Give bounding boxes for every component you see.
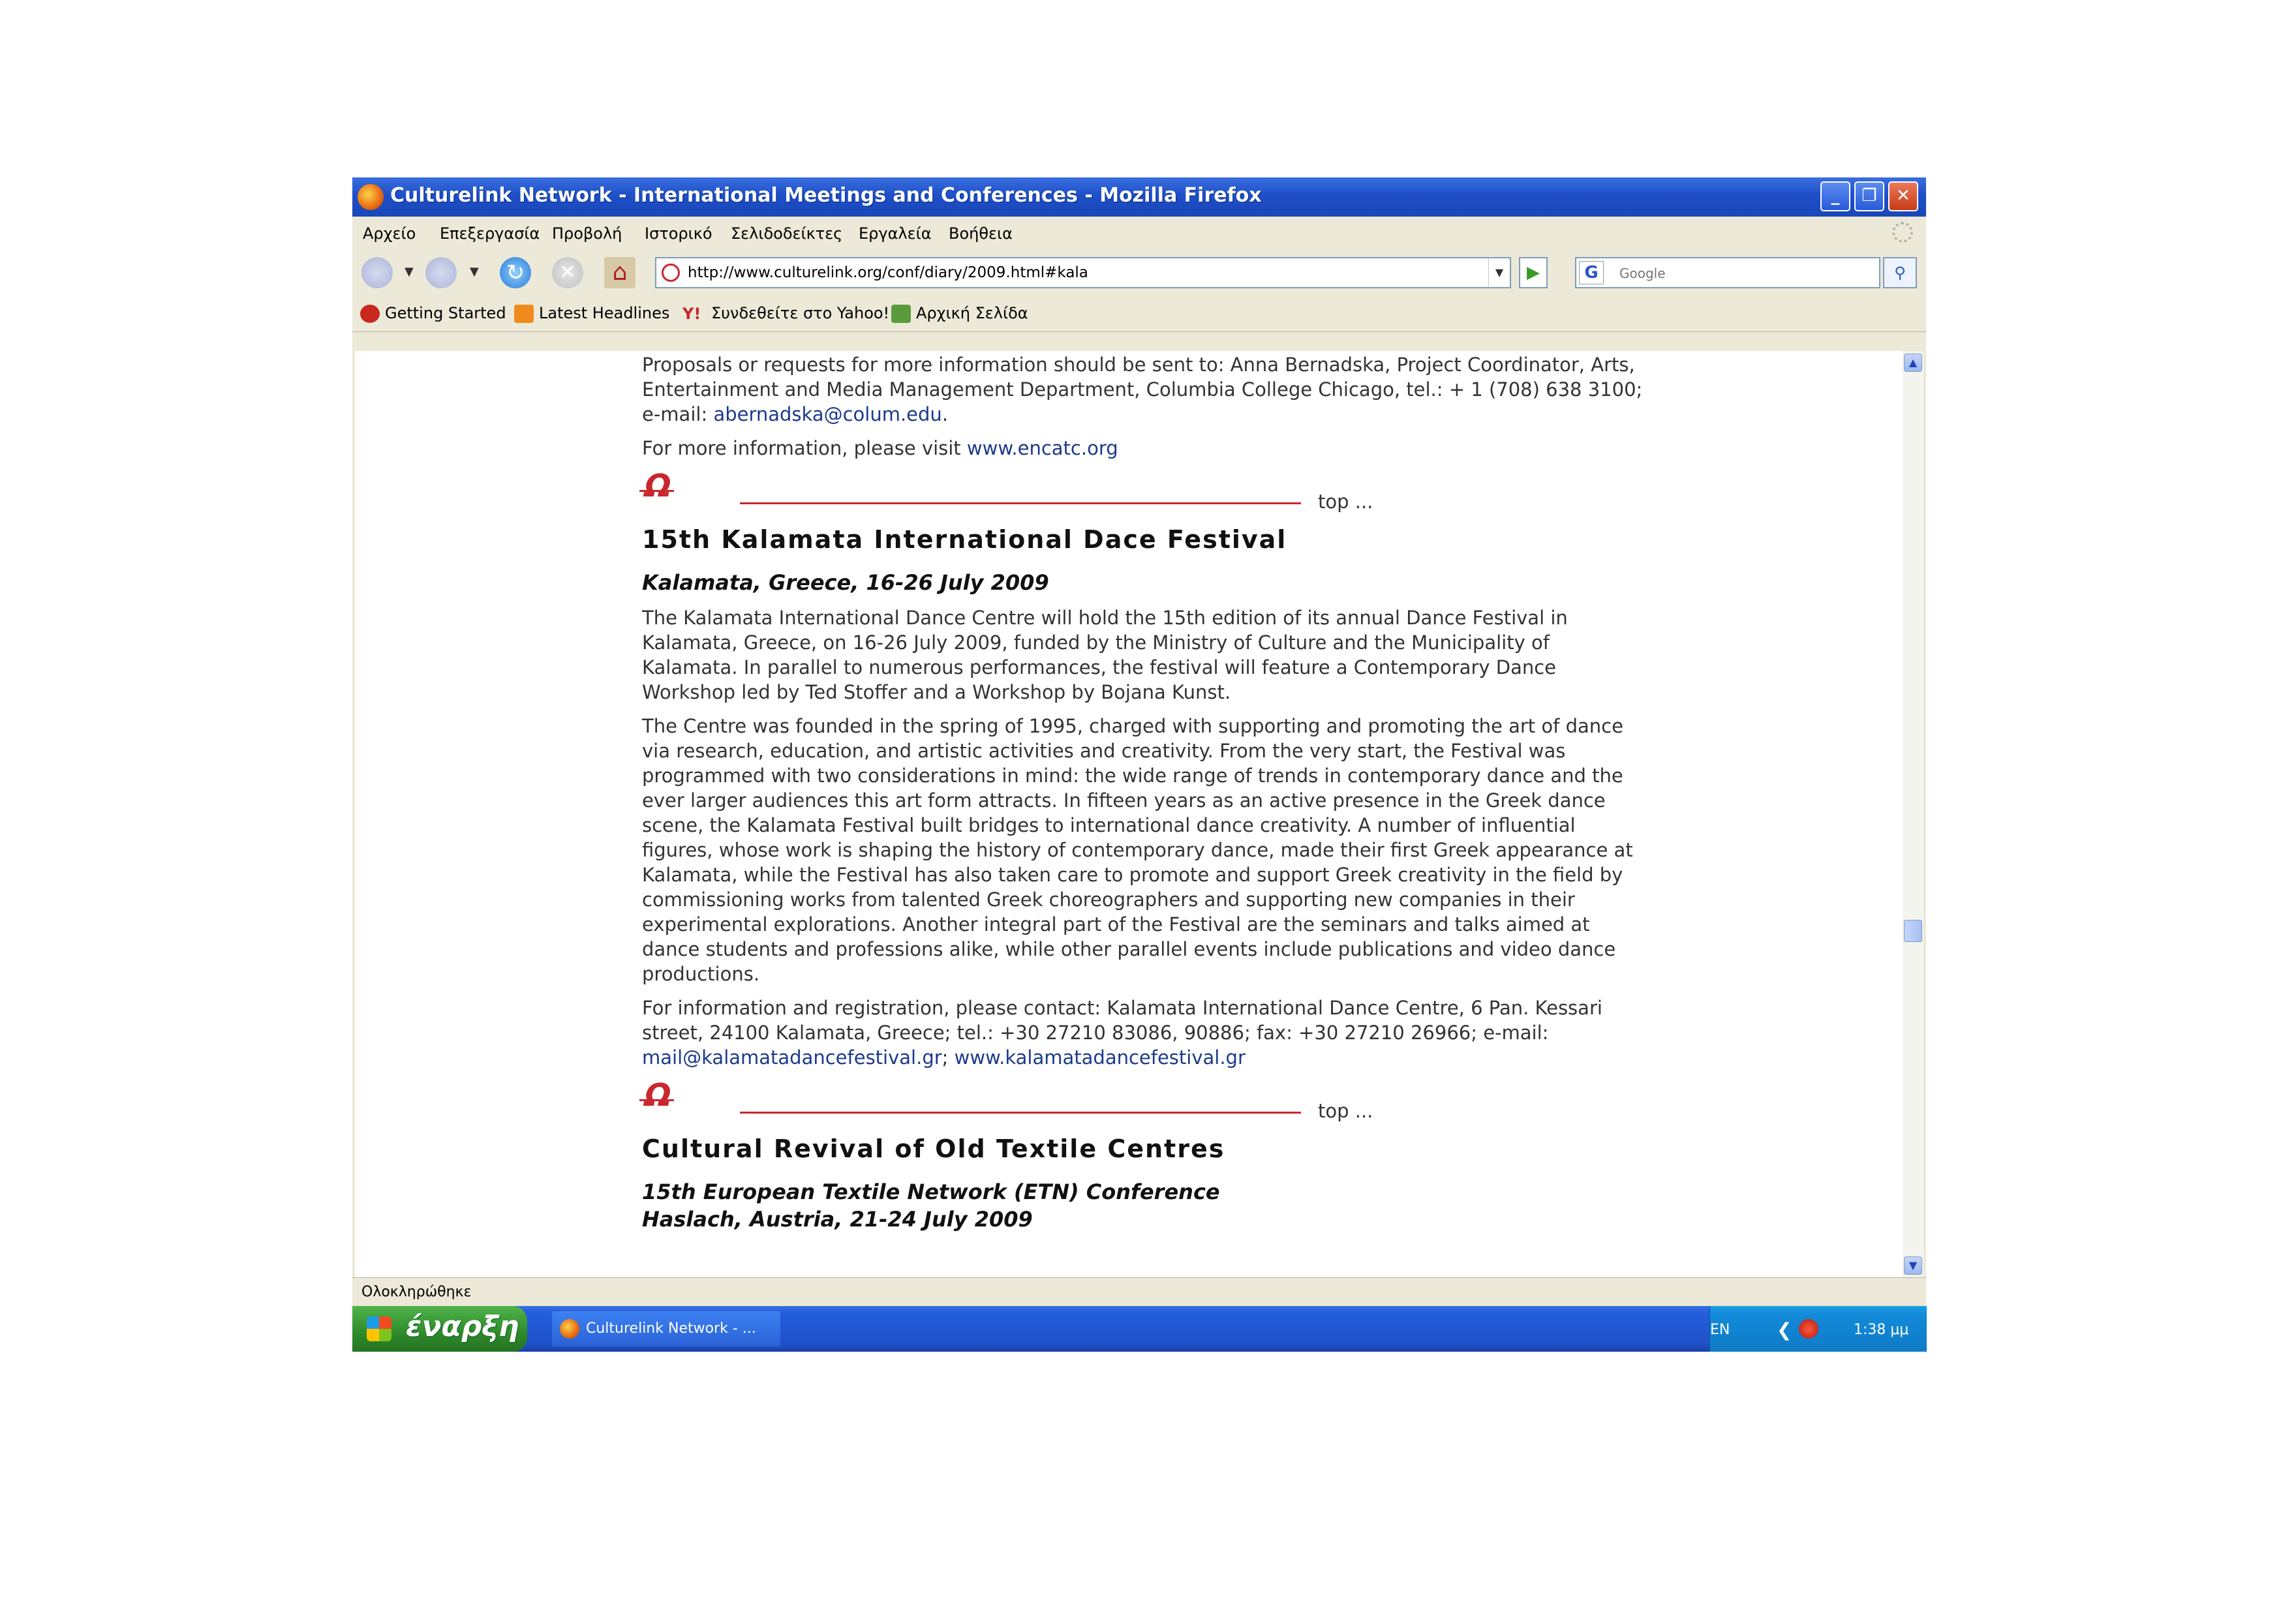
rss-icon	[514, 305, 534, 323]
bookmark-home-page[interactable]: Αρχική Σελίδα	[891, 304, 1028, 323]
browser-window	[352, 177, 1926, 1352]
status-bar	[352, 1277, 1926, 1305]
menu-bar	[352, 217, 1926, 248]
start-button[interactable]	[352, 1306, 527, 1352]
section-subtitle-haslach: Haslach, Austria, 21-24 July 2009	[642, 1207, 1033, 1232]
scroll-thumb[interactable]	[1904, 920, 1922, 942]
status-text: Ολοκληρώθηκε	[361, 1284, 472, 1300]
section-subtitle-etn: 15th European Textile Network (ETN) Conference	[642, 1179, 1220, 1204]
divider-rule	[740, 1112, 1301, 1114]
close-button[interactable]: ✕	[1888, 181, 1918, 211]
forward-button[interactable]	[425, 257, 457, 288]
link-encatc[interactable]: www.encatc.org	[966, 437, 1118, 459]
scroll-up-button[interactable]: ▲	[1904, 354, 1922, 372]
search-button[interactable]: ⚲	[1883, 257, 1917, 288]
section-divider-1	[642, 470, 1647, 515]
bookmark-latest-headlines[interactable]: Latest Headlines	[514, 304, 669, 323]
search-box[interactable]	[1575, 257, 1880, 288]
culturelink-logo-icon: Ω	[645, 1077, 669, 1114]
kalamata-paragraph-3: For information and registration, please contact: Kalamata International Dance Centre, 6 Pan. Kessari street, 24100 Kalamata, Greece; tel.: +30 27210 83086, 90886; fax: +30 27210 26966; e-mail: mail@kalamatadancefestival.gr; www.kalamatadancefestival.gr	[642, 997, 1602, 1069]
home-page-icon	[891, 305, 911, 323]
section-title-textile: Cultural Revival of Old Textile Centres	[642, 1134, 1225, 1163]
site-favicon-icon	[662, 264, 680, 282]
top-link[interactable]: top ...	[1318, 491, 1373, 513]
yahoo-icon: Y!	[682, 305, 701, 323]
address-bar[interactable]	[655, 257, 1511, 288]
vertical-scrollbar[interactable]	[1903, 351, 1923, 1277]
section-subtitle-kalamata: Kalamata, Greece, 16-26 July 2009	[642, 570, 1049, 595]
firefox-bookmark-icon	[360, 305, 380, 323]
bookmark-getting-started[interactable]: Getting Started	[360, 304, 506, 323]
menu-edit[interactable]: Επεξεργασία	[440, 224, 540, 243]
firefox-icon	[560, 1319, 579, 1339]
navigation-toolbar	[352, 248, 1926, 297]
back-button[interactable]	[361, 257, 393, 288]
top-link[interactable]: top ...	[1318, 1100, 1373, 1122]
kalamata-paragraph-1: The Kalamata International Dance Centre will hold the 15th edition of its annual Dance Festival in Kalamata, Greece, on 16-26 July 2009, funded by the Ministry of Culture and the Municipality of Kalamata. In parallel to numerous performances, the festival will feature a Contemporary Dance Workshop led by Ted Stoffer and a Workshop by Bojana Kunst.	[642, 607, 1568, 703]
divider-rule	[740, 502, 1301, 504]
taskbar-item-label: Culturelink Network - ...	[586, 1320, 756, 1337]
back-history-dropdown[interactable]: ▼	[405, 265, 414, 279]
windows-flag-icon	[367, 1316, 391, 1341]
language-indicator[interactable]: EN	[1710, 1322, 1730, 1338]
tray-app-icon[interactable]	[1799, 1319, 1818, 1339]
firefox-icon	[358, 184, 384, 210]
menu-file[interactable]: Αρχείο	[363, 224, 416, 243]
email-link-bernadska[interactable]: abernadska@colum.edu	[713, 403, 942, 425]
email-link-kalamata[interactable]: mail@kalamatadancefestival.gr	[642, 1046, 942, 1069]
page-content	[355, 351, 1903, 1277]
section-divider-2	[642, 1079, 1647, 1125]
taskbar-item-firefox[interactable]	[552, 1311, 780, 1346]
culturelink-logo-icon: Ω	[645, 468, 669, 504]
title-bar	[352, 177, 1926, 217]
menu-help[interactable]: Βοήθεια	[949, 224, 1013, 243]
clock: 1:38 μμ	[1854, 1322, 1909, 1338]
forward-history-dropdown[interactable]: ▼	[470, 265, 479, 279]
scroll-down-button[interactable]: ▼	[1904, 1256, 1922, 1275]
stop-button[interactable]: ✕	[552, 257, 583, 288]
window-title: Culturelink Network - International Meetings and Conferences - Mozilla Firefox	[390, 184, 1262, 207]
section-title-kalamata: 15th Kalamata International Dace Festival	[642, 525, 1287, 554]
search-engine-icon[interactable]: G	[1579, 261, 1604, 284]
reload-button[interactable]: ↻	[500, 257, 531, 288]
system-tray	[1709, 1306, 1927, 1352]
menu-bookmarks[interactable]: Σελιδοδείκτες	[731, 224, 843, 243]
menu-view[interactable]: Προβολή	[552, 224, 622, 243]
maximize-button[interactable]: ❐	[1854, 181, 1884, 211]
article-column	[642, 351, 1647, 1242]
taskbar	[352, 1306, 1926, 1352]
bookmark-yahoo[interactable]: Y! Συνδεθείτε στο Yahoo!	[682, 304, 890, 323]
address-value: http://www.culturelink.org/conf/diary/2009.html#kala	[688, 264, 1088, 281]
tray-arrow-icon[interactable]: ❮	[1777, 1319, 1792, 1341]
intro-paragraph-1: Proposals or requests for more information should be sent to: Anna Bernadska, Project Coordinator, Arts, Entertainment and Media Management Department, Columbia College Chicago, tel.: + 1 (708) 638 3100; e-mail: abernadska@colum.edu.	[642, 354, 1643, 425]
home-button[interactable]: ⌂	[604, 257, 635, 288]
throbber-icon	[1892, 222, 1913, 243]
go-button[interactable]: ▶	[1519, 257, 1548, 288]
bookmarks-toolbar	[352, 297, 1926, 332]
search-input[interactable]	[1618, 262, 1875, 284]
intro-paragraph-2: For more information, please visit www.encatc.org	[642, 437, 1118, 459]
start-label: έναρξη	[406, 1310, 519, 1343]
menu-tools[interactable]: Εργαλεία	[859, 224, 932, 243]
address-dropdown-button[interactable]: ▼	[1488, 258, 1510, 287]
menu-history[interactable]: Ιστορικό	[645, 224, 712, 243]
kalamata-paragraph-2: The Centre was founded in the spring of 1995, charged with supporting and promoting the art of dance via research, education, and artistic activities and creativity. From the very start, the Festival was programmed with two considerations in mind: the wide range of trends in contemporary dance and the ever larger audiences this art form attracts. In fifteen years as an active presence in the Greek dance scene, the Kalamata Festival built bridges to international dance creativity. A number of influential figures, whose work is shaping the history of contemporary dance, made their first Greek appearance at Kalamata, while the Festival has also taken care to promote and support Greek creativity in the field by commissioning works from talented Greek choreographers and supporting new companies in their experimental explorations. Another integral part of the Festival are the seminars and talks aimed at dance students and professions alike, while other parallel events include publications and video dance productions.	[642, 715, 1633, 985]
link-kalamata-website[interactable]: www.kalamatadancefestival.gr	[954, 1046, 1246, 1069]
minimize-button[interactable]: _	[1820, 181, 1850, 211]
